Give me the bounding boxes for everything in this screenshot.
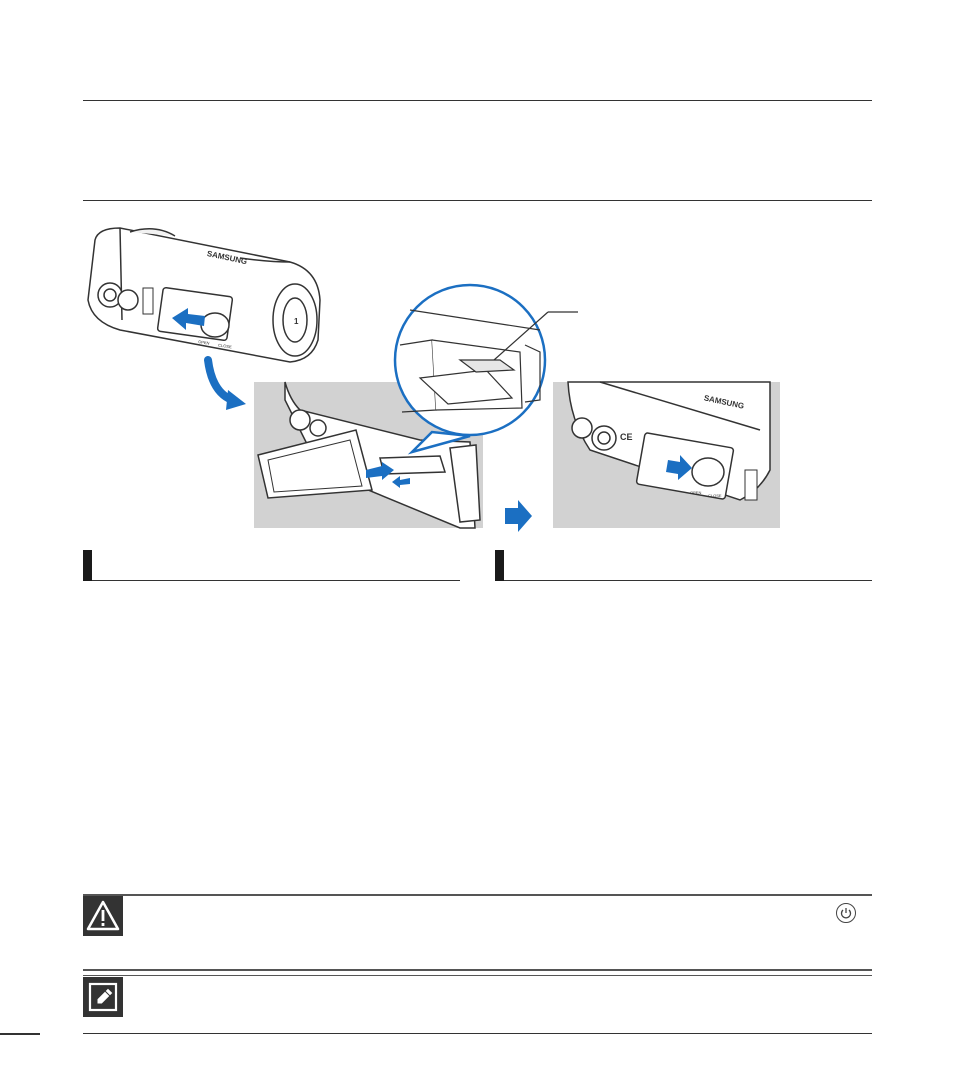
- close-label-2: CLOSE: [708, 493, 722, 498]
- next-step-arrow-icon: [505, 500, 532, 532]
- page-corner-mark: [0, 1033, 40, 1035]
- note-rule-inner: [83, 975, 872, 976]
- camcorder-brand-label: SAMSUNG: [206, 249, 248, 267]
- warning-triangle-icon: [83, 896, 123, 936]
- open-label-2: OPEN: [690, 490, 702, 495]
- camcorder-brand-label-2: SAMSUNG: [703, 393, 745, 411]
- note-pencil-icon: [83, 977, 123, 1017]
- dial-digit: 1: [294, 317, 299, 326]
- section-heading-insert: [83, 550, 460, 580]
- note-rule-bottom: [83, 1033, 872, 1034]
- warning-icon-box: [83, 896, 123, 936]
- open-label-1: OPEN: [197, 339, 210, 346]
- power-icon: [836, 903, 856, 923]
- ce-mark: CE: [620, 432, 633, 442]
- note-rule-top: [83, 969, 872, 971]
- section-heading-eject: [495, 550, 872, 580]
- warning-rule: [83, 894, 872, 896]
- note-icon-box: [83, 977, 123, 1017]
- close-label-1: CLOSE: [217, 342, 233, 350]
